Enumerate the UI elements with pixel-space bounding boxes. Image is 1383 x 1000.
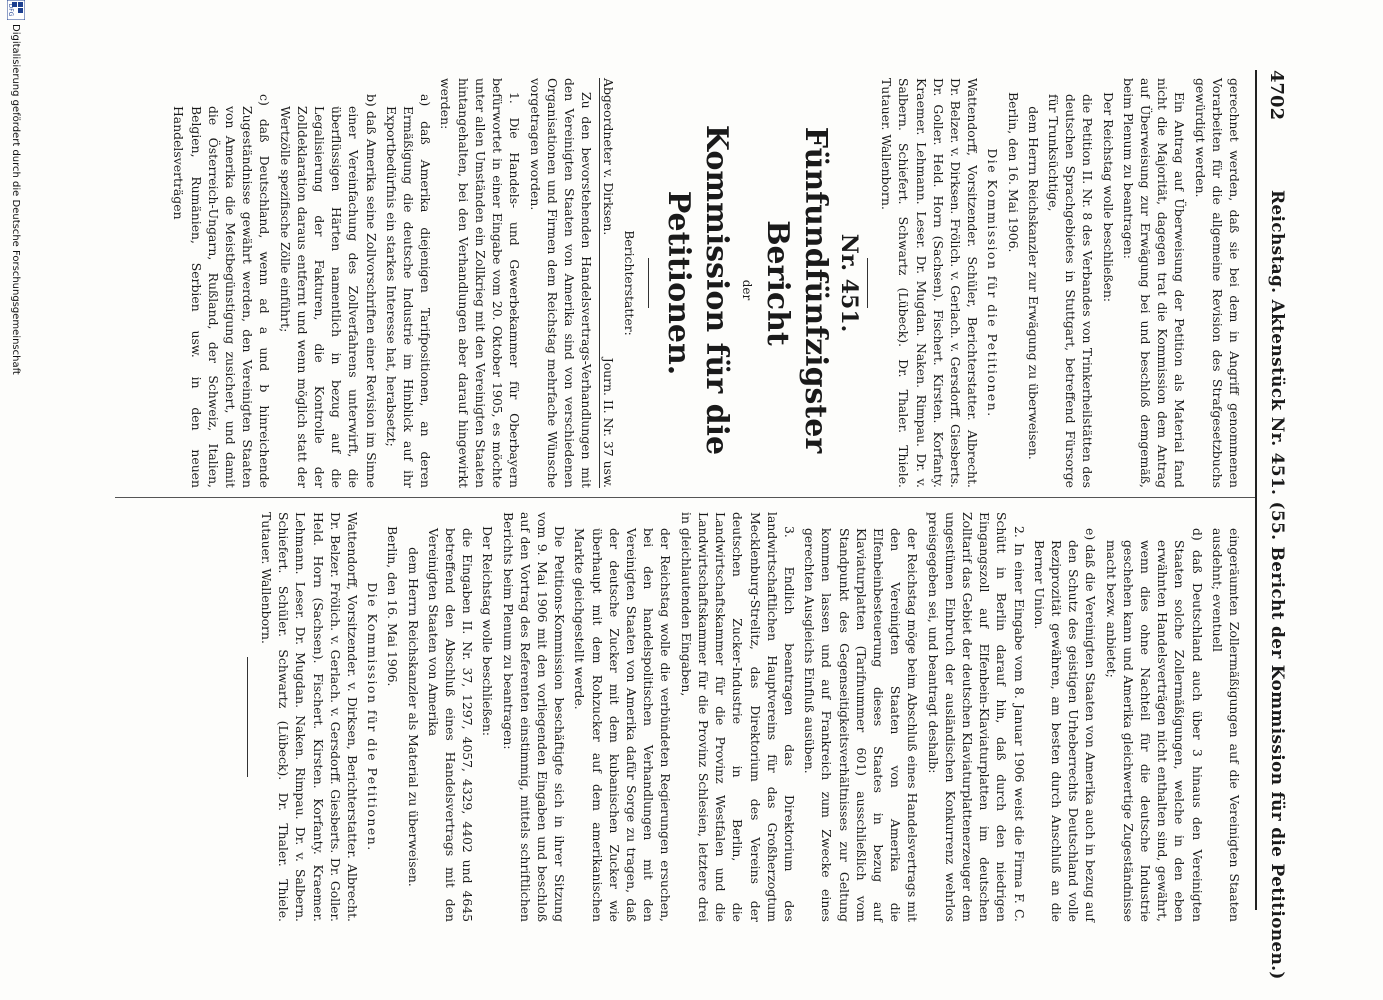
paragraph: eingeräumten Zollermäßigungen auf die Vereinigten Staaten ausdehnt; eventuell: [1209, 528, 1242, 922]
reporter-line: [599, 78, 617, 488]
journal-reference: Journ. II. Nr. 37 usw.: [601, 357, 617, 488]
separator-rule: [867, 258, 868, 308]
paragraph: der Reichstag wolle die verbündeten Regierungen ersuchen, bei den handelspolitischen Verhandlungen mit den Vereinigten Staaten von Amerika dafür Sorge zu tragen, daß der deutsche Zucker mit dem kubanischen Zucker wie überhaupt mit dem Rohzucker auf dem amerikanischen Markte gleichgestellt werde.: [572, 528, 674, 922]
column-divider: [115, 497, 1255, 498]
date-line: Berlin, den 16. Mai 1906.: [385, 526, 401, 687]
paragraph: dem Herrn Reichskanzler als Material zu überweisen.: [405, 547, 421, 887]
svg-text:DFG: DFG: [7, 3, 14, 17]
footer-text: Digitalisierung gefördert durch die Deutsche Forschungsgemeinschaft: [10, 24, 21, 375]
reporter-name: Abgeordneter v. Dirksen.: [601, 78, 617, 236]
commission-title: Die Kommission für die Petitionen.: [365, 582, 381, 852]
list-item: c) daß Deutschland, wenn ad a und b hinreichende Zugeständnisse gewährt werden, den Vereinigten Staaten von Amerika die Meistbegünstigung zusichert, und damit die Österreich-Ungarn, Rußland, der Schweiz, Italien, Belgien, Rumänien, Serbien usw. in den neuen Handelsverträgen: [171, 94, 273, 488]
left-column: [167, 78, 1243, 488]
page-number: 4702: [1266, 70, 1287, 121]
commission-title: Die Kommission für die Petitionen.: [985, 148, 1001, 418]
paragraph: Ein Antrag auf Überweisung der Petition als Material fand nicht die Majorität, dagegen trat die Kommission dem Antrag auf Überweisung zur Erwägung bei und beschloß demgemäß, beim Plenum zu beantragen:: [1120, 78, 1188, 488]
report-title: Fünfundfünfzigster Bericht: [759, 126, 833, 454]
title-connector: der: [739, 279, 754, 301]
paragraph: die Eingaben II. Nr. 37, 1297, 4057, 4329, 4402 und 4645 betreffend den Abschluß eines Handelsvertrags mit den Vereinigten Staaten von Amerika: [425, 528, 476, 922]
list-item: e) daß die Vereinigten Staaten von Amerika auch in bezug auf den Schutz des geistigen Urheberrechts Deutschland volle Reziprozität gewähren, am besten durch Anschluß an die Berner Union.: [1031, 528, 1099, 922]
paragraph: der Reichstag möge beim Abschluß eines Handelsvertrags mit den Vereinigten Staaten von Amerika die Elfenbeinbesteuerung dieses Staates in bezug auf Klaviaturplatten (Tarifnummer 601) ausschließlich vom Standpunkt des Gegenseitigkeitsverhältnisses zur Geltung kommen lassen und auf Frankreich zum Zwecke eines gerechten Ausgleichs Einfluß ausüben.: [802, 528, 921, 922]
dfg-logo: [4, 0, 25, 20]
page-header: [1255, 70, 1291, 980]
list-item: b) daß Amerika seine Zollvorschriften einer Revision im Sinne einer Vereinfachung des Zollverfahrens unterwirft, die überflüssigen Härten namentlich in bezug auf die Legalisierung der Fakturen, die Kontrolle der Zolldeklaration daraus entfernt und wenn möglich statt der Wertzölle spezifische Zölle einführt;: [277, 94, 379, 488]
separator-rule: [247, 657, 248, 777]
running-title: Reichstag. Aktenstück Nr. 451. (55. Bericht der Kommission für die Petitionen.): [1267, 190, 1287, 980]
paragraph: Zu den bevorstehenden Handelsvertrags-Verhandlungen mit den Vereinigten Staaten von Amerika sind von verschiedenen Organisationen und Firmen dem Reichstag mehrfache Wünsche vorgetragen worden.: [527, 78, 595, 488]
list-item: d) daß Deutschland auch über 3 hinaus den Vereinigten Staaten solche Zollermäßigungen, welche in den eben erwähnten Handelsverträgen nicht enthalten sind, gewährt, wenn dies ohne Nachteil für die deutsche Industrie geschehen kann und Amerika gleichwertige Zugeständnisse macht bezw. anbietet;: [1103, 528, 1205, 922]
document-number: Nr. 451.: [835, 233, 862, 333]
paragraph: Der Reichstag wolle beschließen:: [480, 526, 496, 737]
paragraph: gerechnet werden, daß sie bei dem in Angriff genommenen Vorarbeiten für die allgemeine Revision des Strafgesetzbuchs gewürdigt werden.: [1192, 78, 1242, 488]
paragraph: 1. Die Handels- und Gewerbekammer für Oberbayern befürwortet in einer Eingabe vom 20. Oktober 1905, es möchte unter allen Umständen ein Zollkrieg mit den Vereinigten Staaten hintangehalten, bei den Verhandlungen aber darauf hingewirkt werden:: [438, 78, 523, 488]
right-column: [237, 512, 1243, 922]
member-list: Wattendorff, Vorsitzender. v. Dirksen, Berichterstatter. Albrecht. Dr. Belzer. Frölich. v. Gerlach. v. Gersdorff. Giesberts. Dr. Goller. Held. Horn (Sachsen). Fischert. Kirsten. Korfanty. Kraemer. Lehmann. Leser. Dr. Mugdan. Naken. Rimpau. Dr. v. Salbern. Schiefert. Schüler. Schwartz (Lübeck). Dr. Thaler. Thiele. Tutauer. Wallenborn.: [259, 512, 361, 922]
paragraph: 2. In einer Eingabe vom 8. Januar 1906 weist die Firma F. C. Schütt in Berlin darauf hin, daß durch den niedrigen Eingangszoll auf Elfenbein-Klaviaturplatten im deutschen Zolltarif das Gebiet der deutschen Klaviaturplattenerzeuger dem ungestümen Einbruch der ausländischen Konkurrenz wehrlos preisgegeben sei, und beantragt deshalb:: [925, 512, 1027, 922]
report-subtitle: Kommission für die Petitionen.: [660, 124, 734, 456]
paragraph: Die Petitions-Kommission beschäftigte sich in ihrer Sitzung vom 9. Mai 1906 mit den vorliegenden Eingaben und beschloß auf den Vortrag des Referenten einstimmig, mittels schriftlichen Berichts beim Plenum zu beantragen:: [500, 512, 568, 922]
reporter-label: Berichterstatter:: [621, 230, 637, 336]
paragraph: 3. Endlich beantragen das Direktorium des landwirtschaftlichen Hauptvereins für das Großherzogtum Mecklenburg-Strelitz, das Direktorium des Vereins der deutschen Zucker-Industrie in Berlin, die Landwirtschaftskammer für die Provinz Westfalen und die Landwirtschaftskammer für die Provinz Schlesien, letztere drei in gleichlautenden Eingaben,: [678, 512, 797, 922]
date-line: Berlin, den 16. Mai 1906.: [1005, 92, 1021, 253]
member-list: Wattendorff, Vorsitzender. Schüler, Berichterstatter. Albrecht. Dr. Belzer. v. Dirksen. Frölich. v. Gerlach. v. Gersdorff. Giesberts. Dr. Goller. Held. Horn (Sachsen). Fischert. Kirsten. Korfanty. Kraemer. Lehmann. Leser. Dr. Mugdan. Naken. Rimpau. Dr. v. Salbern. Schiefert. Schwartz (Lübeck). Dr. Thaler. Thiele. Tutauer. Wallenborn.: [879, 78, 981, 488]
paragraph: dem Herrn Reichskanzler zur Erwägung zu überweisen.: [1025, 106, 1041, 460]
list-item: a) daß Amerika diejenigen Tarifpositionen, an deren Ermäßigung die deutsche Industrie im Hinblick auf ihr Exportbedürfnis ein starkes Interesse hat, herabsetzt;: [383, 94, 434, 488]
paragraph: Der Reichstag wolle beschließen:: [1100, 92, 1116, 303]
separator-rule: [648, 258, 649, 308]
digitization-footer: [3, 0, 25, 1000]
paragraph: die Petition II. Nr. 8 des Verbandes von Trinkerheilstätten des deutschen Sprachgebietes in Stuttgart, betreffend Fürsorge für Trunksüchtige,: [1045, 94, 1096, 488]
